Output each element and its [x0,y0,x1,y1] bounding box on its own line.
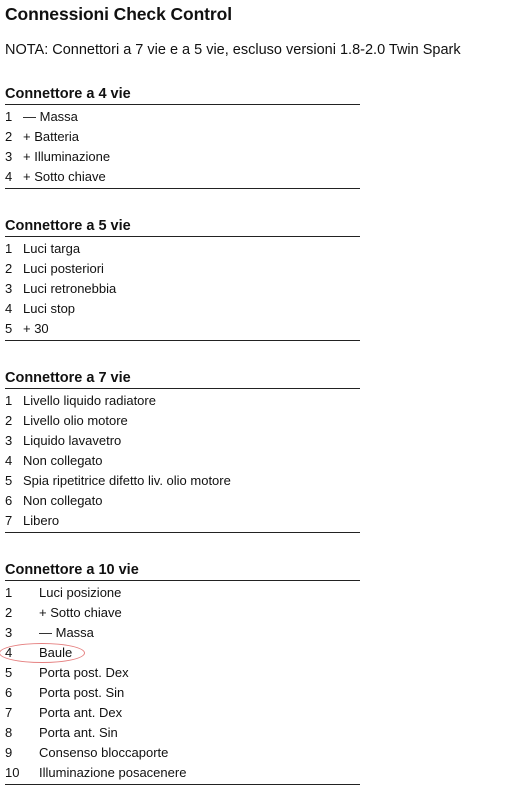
list-item [5,319,360,339]
pin-label: Non collegato [23,453,103,468]
pin-list [5,107,360,189]
list-item [5,763,360,783]
pin-label: + Batteria [23,129,80,144]
list-item [5,451,360,471]
list-item [5,603,360,623]
pin-label: Spia ripetitrice difetto liv. olio motore [23,473,231,488]
list-item [5,723,360,743]
pin-list [5,583,360,785]
list-item [5,703,360,723]
pin-label: Libero [23,513,60,528]
pin-number: 1 [5,109,13,124]
pin-label: Luci posteriori [23,261,104,276]
list-item [5,583,360,603]
list-item [5,431,360,451]
pin-number: 5 [5,321,13,336]
list-item [5,107,360,127]
list-item [5,663,360,683]
pin-number: 7 [5,705,13,720]
list-item [5,167,360,187]
pin-label: Livello liquido radiatore [23,393,156,408]
section-header: Connettore a 7 vie [5,368,360,389]
pin-number: 10 [5,765,20,780]
pin-label: Porta ant. Dex [39,705,123,720]
list-item [5,623,360,643]
pin-number: 9 [5,745,13,760]
pin-number: 2 [5,261,13,276]
pin-label: Non collegato [23,493,103,508]
list-item [5,511,360,531]
pin-label: Consenso bloccaporte [39,745,169,760]
pin-number: 3 [5,625,13,640]
list-item [5,391,360,411]
pin-number: 6 [5,493,13,508]
note-text: NOTA: Connettori a 7 vie e a 5 vie, escluso versioni 1.8-2.0 Twin Spark [5,42,461,58]
pin-label: + Illuminazione [23,149,111,164]
pin-number: 1 [5,393,13,408]
pin-label: Livello olio motore [23,413,128,428]
pin-label: — Massa [39,625,94,640]
section-connector-4 [5,84,360,189]
pin-number: 2 [5,413,13,428]
pin-number: 7 [5,513,13,528]
list-item [5,299,360,319]
section-connector-7 [5,368,360,533]
pin-number: 4 [5,453,13,468]
pin-label: Luci targa [23,241,81,256]
list-item [5,471,360,491]
pin-label: Porta post. Sin [39,685,125,700]
list-item-highlighted [5,643,360,663]
pin-label: Baule [39,645,73,660]
section-connector-5 [5,216,360,341]
pin-label: — Massa [23,109,78,124]
pin-label: Porta ant. Sin [39,725,118,740]
pin-number: 5 [5,665,13,680]
pin-number: 3 [5,433,13,448]
section-header: Connettore a 10 vie [5,560,360,581]
pin-number: 4 [5,169,13,184]
pin-label: + 30 [23,321,49,336]
list-item [5,259,360,279]
pin-number: 4 [5,645,13,660]
page-title: Connessioni Check Control [5,4,232,24]
section-connector-10 [5,560,360,785]
pin-label: Luci retronebbia [23,281,117,296]
list-item [5,411,360,431]
pin-list [5,239,360,341]
list-item [5,683,360,703]
pin-number: 2 [5,605,13,620]
pin-number: 3 [5,149,13,164]
pin-number: 1 [5,585,13,600]
pin-label: Illuminazione posacenere [39,765,187,780]
list-item [5,279,360,299]
pin-number: 1 [5,241,13,256]
pin-list [5,391,360,533]
pin-number: 4 [5,301,13,316]
pin-number: 2 [5,129,13,144]
list-item [5,743,360,763]
pin-label: + Sotto chiave [23,169,106,184]
section-header: Connettore a 5 vie [5,216,360,237]
section-header: Connettore a 4 vie [5,84,360,105]
pin-number: 8 [5,725,13,740]
pin-label: Luci stop [23,301,76,316]
pin-label: + Sotto chiave [39,605,122,620]
pin-label: Liquido lavavetro [23,433,122,448]
list-item [5,239,360,259]
pin-label: Luci posizione [39,585,122,600]
list-item [5,491,360,511]
list-item [5,127,360,147]
list-item [5,147,360,167]
pin-number: 5 [5,473,13,488]
pin-label: Porta post. Dex [39,665,129,680]
pin-number: 3 [5,281,13,296]
pin-number: 6 [5,685,13,700]
